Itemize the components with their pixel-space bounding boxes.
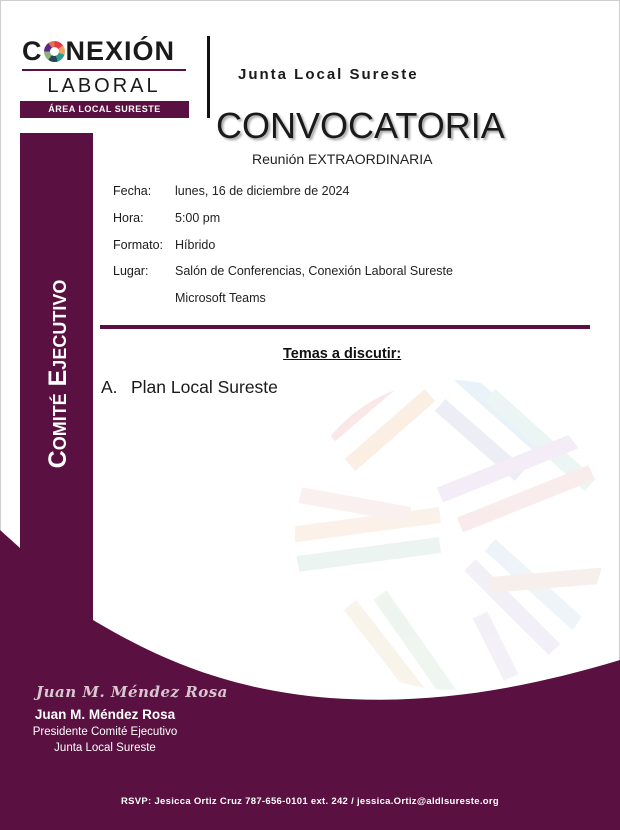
- signature-script: Juan M. Méndez Rosa: [36, 683, 228, 701]
- logo-subtitle: LABORAL: [47, 75, 161, 97]
- header-divider: [207, 36, 210, 118]
- document-title: CONVOCATORIA: [216, 105, 505, 146]
- detail-label-lugar: Lugar:: [113, 264, 149, 278]
- signatory-unit: Junta Local Sureste: [54, 742, 156, 754]
- logo: [22, 36, 190, 98]
- logo-name-rest: NEXIÓN: [65, 36, 176, 66]
- agenda-item-letter: A.: [101, 377, 118, 397]
- logo-ring-icon: [44, 41, 65, 62]
- detail-value-lugar: Salón de Conferencias, Conexión Laboral Sureste: [175, 264, 453, 278]
- logo-name: [22, 36, 190, 66]
- section-divider: [100, 325, 590, 329]
- logo-area-badge: ÁREA LOCAL SURESTE: [20, 101, 189, 118]
- sidebar-title: Comité Ejecutivo: [44, 279, 72, 469]
- agenda-item-text: Plan Local Sureste: [131, 377, 278, 397]
- detail-value-hora: 5:00 pm: [175, 211, 221, 225]
- organization-name: Junta Local Sureste: [238, 66, 419, 83]
- detail-label-hora: Hora:: [113, 211, 144, 225]
- logo-divider: [22, 69, 186, 71]
- rsvp-contact: RSVP: Jesicca Ortiz Cruz 787-656-0101 ext. 242 / jessica.Ortiz@aldlsureste.org: [120, 796, 499, 807]
- agenda-heading: Temas a discutir:: [283, 346, 402, 362]
- detail-value-lugar-online: Microsoft Teams: [175, 291, 266, 305]
- detail-label-fecha: Fecha:: [113, 184, 152, 198]
- signatory-name: Juan M. Méndez Rosa: [34, 707, 176, 722]
- detail-value-fecha: lunes, 16 de diciembre de 2024: [175, 184, 350, 198]
- meeting-type: Reunión EXTRAORDINARIA: [252, 151, 433, 167]
- detail-label-formato: Formato:: [113, 238, 164, 252]
- logo-letter-c: C: [22, 36, 43, 66]
- signatory-role: Presidente Comité Ejecutivo: [32, 726, 178, 738]
- detail-value-formato: Híbrido: [175, 238, 216, 252]
